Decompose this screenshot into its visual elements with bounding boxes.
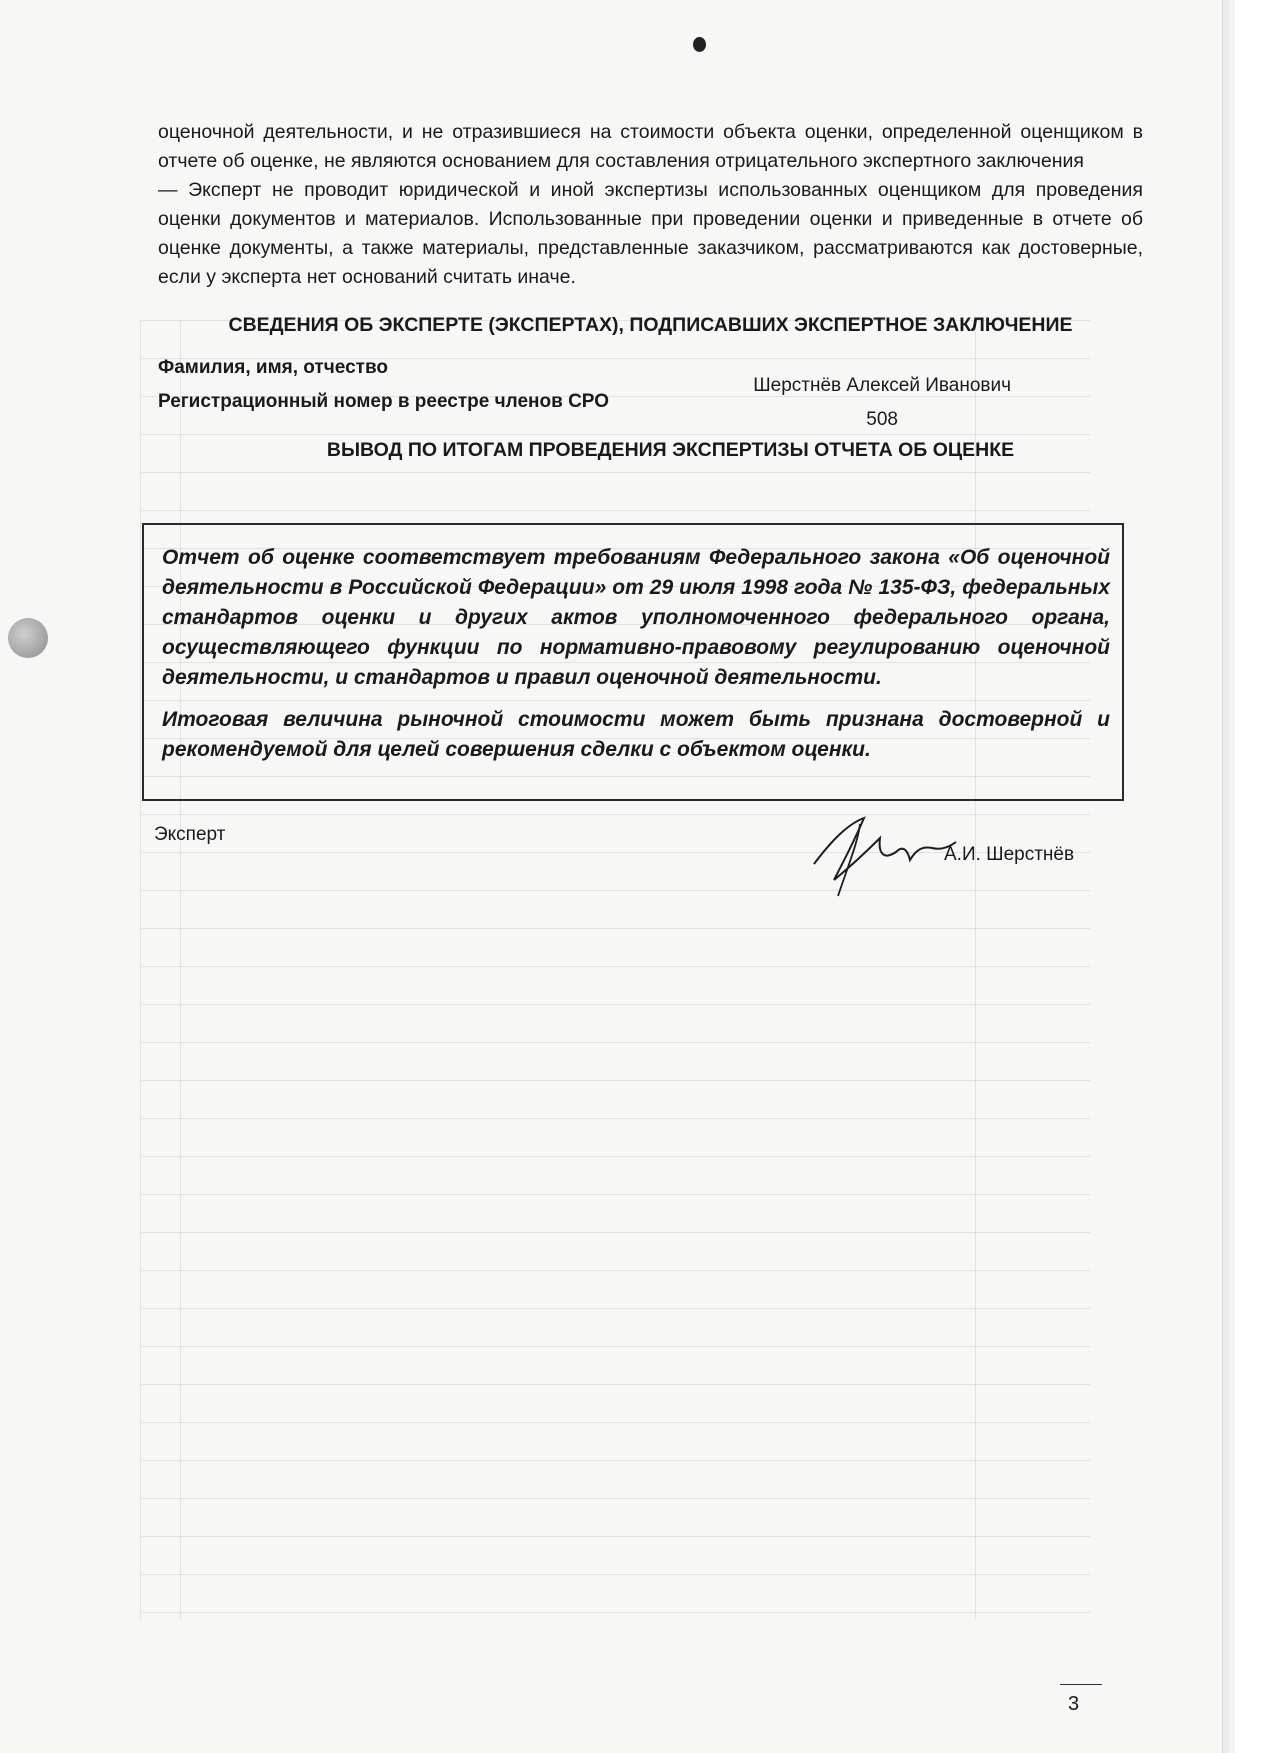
expert-name-label: Фамилия, имя, отчество: [158, 357, 388, 378]
expert-reg-label: Регистрационный номер в реестре членов СРО: [158, 391, 609, 412]
expert-section-title: СВЕДЕНИЯ ОБ ЭКСПЕРТЕ (ЭКСПЕРТАХ), ПОДПИСАВШИХ ЭКСПЕРТНОЕ ЗАКЛЮЧЕНИЕ: [228, 314, 1073, 336]
page-content: [158, 118, 1143, 462]
signature-name: А.И. Шерстнёв: [944, 844, 1075, 865]
signature-label: Эксперт: [154, 824, 226, 845]
bleed-through-line: [975, 320, 976, 1620]
handwritten-signature: [804, 806, 964, 906]
intro-paragraph-1: оценочной деятельности, и не отразившиеся на стоимости объекта оценки, определенной оценщиком в отчете об оценке, не являются основанием для составления отрицательного экспертного заключения: [158, 121, 1143, 172]
conclusion-box: [142, 523, 1124, 801]
expert-name-value: Шерстнёв Алексей Иванович: [753, 375, 1011, 396]
ink-dot: [693, 37, 706, 52]
page-number-underline: [1060, 1684, 1102, 1685]
bleed-through-line: [180, 320, 181, 1620]
conclusion-paragraph-1: Отчет об оценке соответствует требованиям Федерального закона «Об оценочной деятельности в Российской Федерации» от 29 июля 1998 года № 135-ФЗ, федеральных стандартов оценки и других актов уполномоченного федерального органа, осуществляющего функции по нормативно-правовому регулированию оценочной деятельности, и стандартов и правил оценочной деятельности.: [162, 546, 1110, 689]
bleed-through-table: [140, 320, 1090, 1620]
punch-hole: [8, 618, 48, 658]
conclusion-paragraph-2: Итоговая величина рыночной стоимости может быть признана достоверной и рекомендуемой для целей совершения сделки с объектом оценки.: [162, 708, 1110, 761]
intro-paragraph-2: — Эксперт не проводит юридической и иной экспертизы использованных оценщиком для проведения оценки документов и материалов. Использованные при проведении оценки и приведенные в отчете об оценке документы, а также материалы, представленные заказчиком, рассматриваются как достоверные, если у эксперта нет оснований считать иначе.: [158, 179, 1143, 288]
expert-reg-value: 508: [866, 409, 898, 430]
page-number: 3: [1068, 1693, 1080, 1715]
signature-block: [154, 820, 1084, 910]
conclusion-section-title: ВЫВОД ПО ИТОГАМ ПРОВЕДЕНИЯ ЭКСПЕРТИЗЫ ОТЧЕТА ОБ ОЦЕНКЕ: [326, 439, 1015, 461]
